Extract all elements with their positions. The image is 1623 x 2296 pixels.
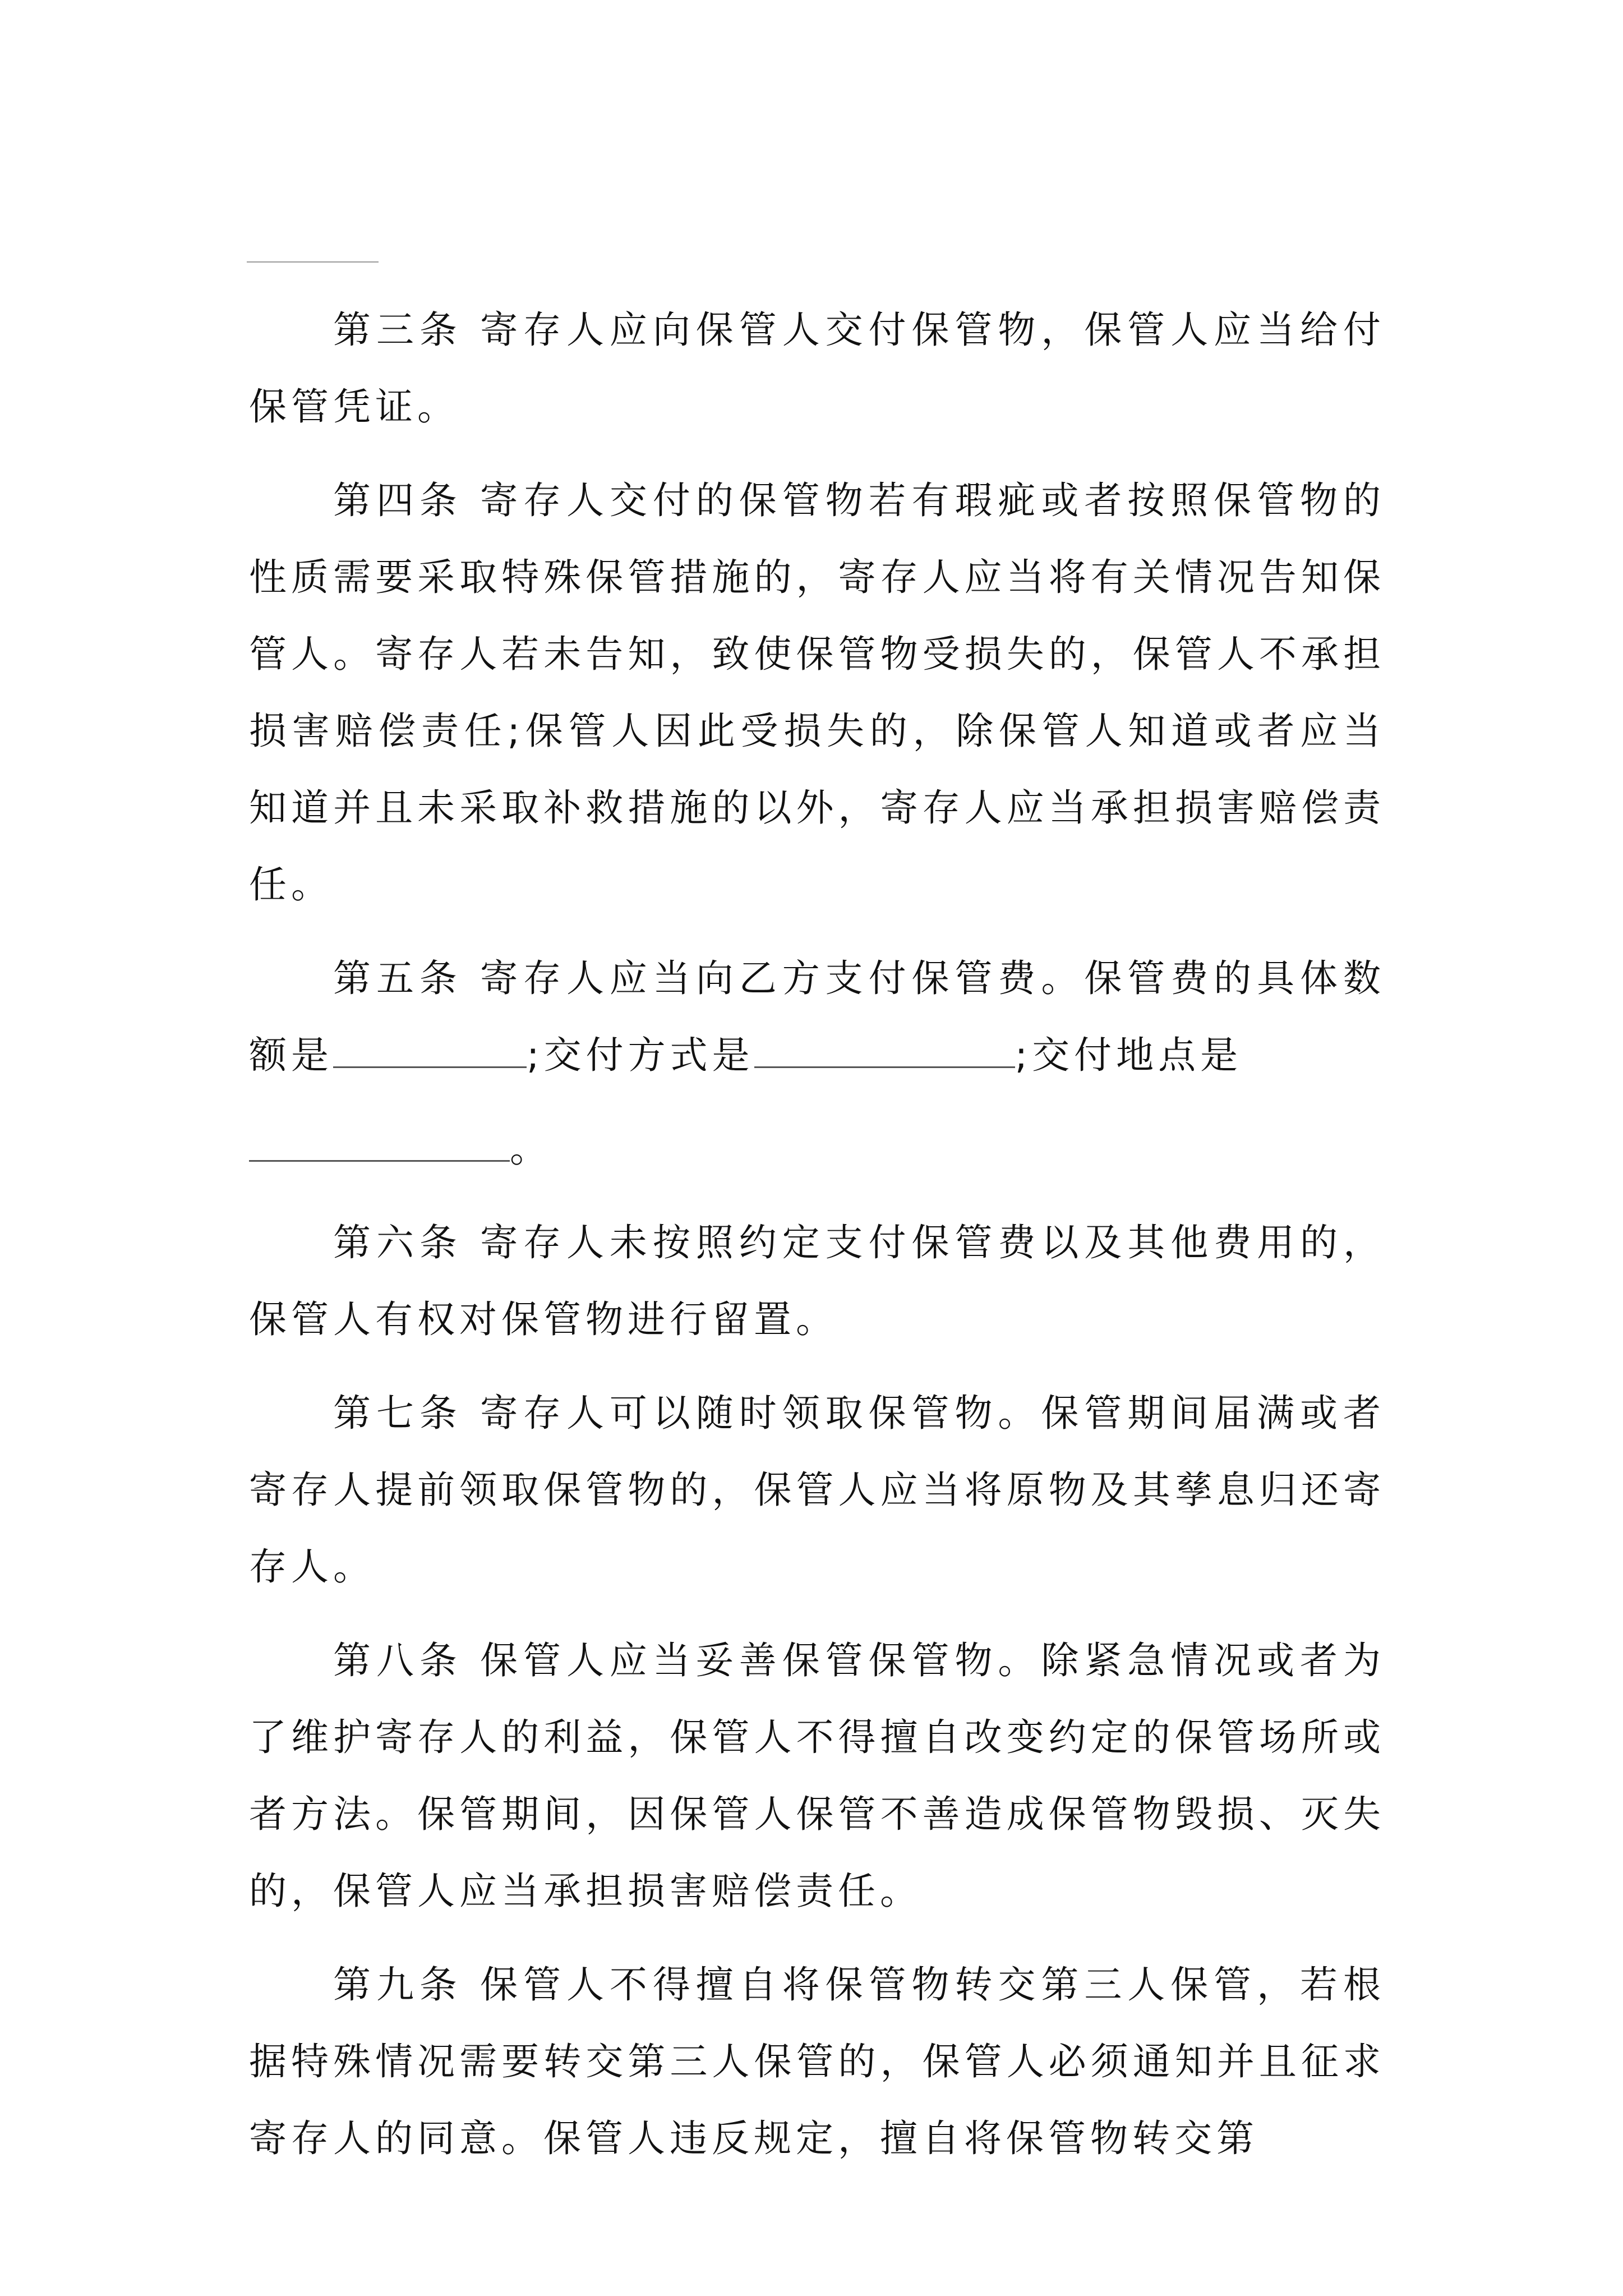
article-9-paragraph: 第九条 保管人不得擅自将保管物转交第三人保管，若根据特殊情况需要转交第三人保管的，保管人必须通知并且征求寄存人的同意。保管人违反规定，擅自将保管物转交第 bbox=[249, 1963, 1385, 2160]
article-7-paragraph: 第七条 寄存人可以随时领取保管物。保管期间届满或者寄存人提前领取保管物的，保管人应当将原物及其孳息归还寄存人。 bbox=[249, 1391, 1385, 1589]
article-5-paragraph bbox=[249, 940, 1385, 1188]
line-gap bbox=[249, 1094, 1385, 1111]
document-body bbox=[249, 292, 1385, 2194]
article-3-paragraph: 第三条 寄存人应向保管人交付保管物，保管人应当给付保管凭证。 bbox=[249, 308, 1385, 429]
article-5-text-part-1: 第五条 寄存人应当向乙方支付保管费。保管费的具体数额是 bbox=[249, 956, 1385, 1077]
fee-amount-blank[interactable] bbox=[333, 1034, 527, 1068]
payment-method-blank[interactable] bbox=[754, 1034, 1015, 1068]
article-8-paragraph: 第八条 保管人应当妥善保管保管物。除紧急情况或者为了维护寄存人的利益，保管人不得擅自改变约定的保管场所或者方法。保管期间，因保管人保管不善造成保管物毁损、灭失的，保管人应当承担损害赔偿责任。 bbox=[249, 1639, 1385, 1913]
article-5-text-part-3: ;交付地点是 bbox=[1015, 1033, 1243, 1077]
footnote-separator-line bbox=[247, 261, 379, 263]
article-5-text-part-4: 。 bbox=[510, 1127, 552, 1171]
payment-place-blank[interactable] bbox=[249, 1128, 510, 1162]
article-5-text-part-2: ;交付方式是 bbox=[527, 1033, 754, 1077]
article-6-paragraph: 第六条 寄存人未按照约定支付保管费以及其他费用的，保管人有权对保管物进行留置。 bbox=[249, 1221, 1385, 1341]
article-4-paragraph: 第四条 寄存人交付的保管物若有瑕疵或者按照保管物的性质需要采取特殊保管措施的，寄存人应当将有关情况告知保管人。寄存人若未告知，致使保管物受损失的，保管人不承担损害赔偿责任;保管人因此受损失的，除保管人知道或者应当知道并且未采取补救措施的以外，寄存人应当承担损害赔偿责任。 bbox=[249, 478, 1385, 907]
